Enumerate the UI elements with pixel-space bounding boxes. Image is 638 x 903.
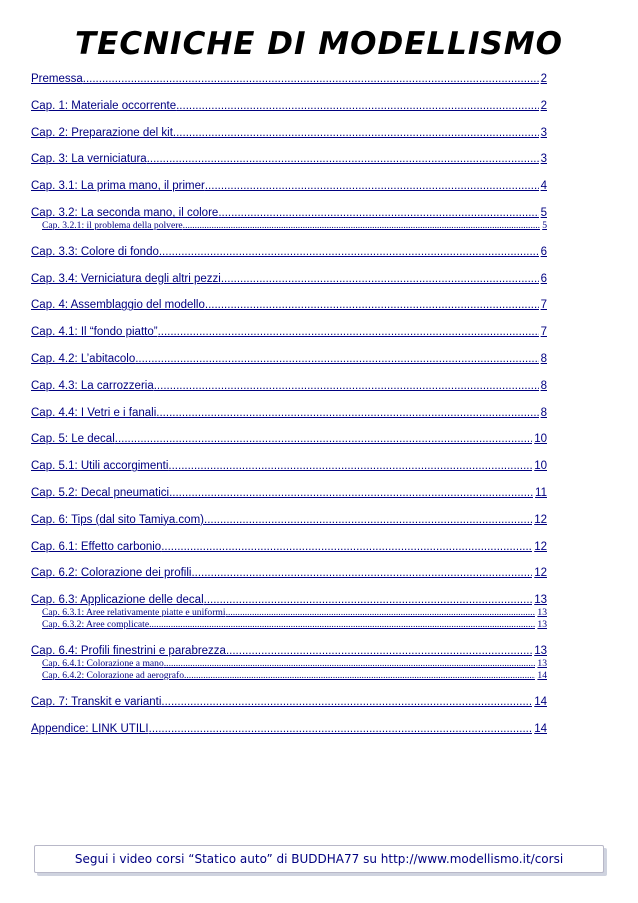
toc-entry[interactable] [31,406,547,420]
toc-entry[interactable] [31,644,547,658]
toc-page-number: 7 [540,326,547,339]
toc-entry-label: Cap. 3: La verniciatura [31,153,147,166]
toc-entry-label: Cap. 4.4: I Vetri e i fanali [31,406,157,419]
toc-entry-label: Cap. 6.3.2: Aree complicate [42,619,150,631]
toc-page-number: 13 [537,619,547,631]
toc-leader-dots [164,658,536,670]
toc-leader-dots [161,695,532,709]
toc-leader-dots [154,379,539,393]
toc-page-number: 12 [534,567,547,580]
toc-entry-label: Cap. 4: Assemblaggio del modello [31,299,205,312]
toc-entry[interactable] [31,72,547,86]
toc-page-number: 13 [534,594,547,607]
toc-leader-dots [183,220,541,232]
toc-entry-label: Cap. 6.1: Effetto carbonio [31,540,162,553]
toc-entry[interactable] [31,432,547,446]
toc-leader-dots [168,459,532,473]
toc-subentry[interactable] [31,658,547,670]
toc-entry-label: Cap. 5.2: Decal pneumatici [31,486,170,499]
toc-page-number: 10 [534,433,547,446]
toc-entry-label: Cap. 4.2: L’abitacolo [31,352,136,365]
toc-page-number: 4 [540,180,547,193]
toc-page-number: 3 [540,126,547,139]
toc-entry-label: Cap. 3.2: La seconda mano, il colore [31,206,219,219]
toc-page-number: 14 [534,722,547,735]
toc-entry-label: Cap. 6: Tips (dal sito Tamiya.com) [31,513,204,526]
toc-leader-dots [204,513,532,527]
toc-entry-label: Cap. 6.4: Profili finestrini e parabrezza [31,644,226,657]
toc-entry[interactable] [31,352,547,366]
toc-leader-dots [221,272,539,286]
toc-entry[interactable] [31,722,547,736]
toc-leader-dots [184,670,535,682]
toc-page-number: 2 [540,73,547,85]
toc-leader-dots [115,432,532,446]
toc-page-number: 5 [540,206,547,219]
toc-page-number: 12 [534,540,547,553]
toc-page-number: 6 [540,272,547,285]
toc-page-number: 2 [540,99,547,112]
toc-page-number: 10 [534,460,547,473]
toc-entry[interactable] [31,298,547,312]
toc-entry[interactable] [31,206,547,220]
toc-leader-dots [135,352,538,366]
toc-page-number: 7 [540,299,547,312]
toc-leader-dots [176,99,538,113]
toc-entry-label: Cap. 4.3: La carrozzeria [31,379,154,392]
document-title: TECNICHE DI MODELLISMO [75,26,563,62]
toc-page-number: 12 [534,513,547,526]
toc-leader-dots [156,406,538,420]
toc-entry-label: Cap. 1: Materiale occorrente [31,99,177,112]
toc-entry-label: Appendice: LINK UTILI [31,722,149,735]
toc-leader-dots [149,722,533,736]
toc-entry[interactable] [31,379,547,393]
toc-entry-label: Cap. 6.3.1: Aree relativamente piatte e uniformi [42,607,226,619]
toc-entry[interactable] [31,513,547,527]
toc-subentry[interactable] [31,670,547,682]
toc-page-number: 14 [537,669,547,681]
toc-entry[interactable] [31,152,547,166]
toc-entry-label: Cap. 7: Transkit e varianti [31,695,162,708]
toc-entry-label: Cap. 5: Le decal [31,433,115,446]
toc-entry-label: Cap. 3.4: Verniciatura degli altri pezzi [31,272,221,285]
toc-page-number: 3 [540,153,547,166]
toc-leader-dots [147,152,539,166]
toc-entry-label: Cap. 3.2.1: il problema della polvere [42,219,183,231]
toc-entry[interactable] [31,486,547,500]
toc-entry-label: Cap. 5.1: Utili accorgimenti [31,460,169,473]
toc-page-number: 11 [535,486,547,499]
toc-entry-label: Cap. 6.2: Colorazione dei profili [31,567,192,580]
toc-entry[interactable] [31,695,547,709]
toc-entry[interactable] [31,245,547,259]
toc-entry[interactable] [31,126,547,140]
toc-entry[interactable] [31,325,547,339]
toc-entry[interactable] [31,540,547,554]
toc-leader-dots [149,619,535,631]
toc-entry[interactable] [31,566,547,580]
toc-entry-label: Premessa [31,73,83,85]
toc-leader-dots [205,179,539,193]
toc-subentry[interactable] [31,220,547,232]
toc-entry-label: Cap. 3.3: Colore di fondo [31,245,159,258]
toc-entry-label: Cap. 6.4.2: Colorazione ad aerografo [42,669,184,681]
toc-entry-label: Cap. 6.4.1: Colorazione a mano [42,657,164,669]
toc-entry[interactable] [31,99,547,113]
toc-page-number: 14 [534,695,547,708]
toc-entry-label: Cap. 6.3: Applicazione delle decal [31,594,204,607]
toc-leader-dots [205,298,539,312]
toc-entry[interactable] [31,179,547,193]
toc-leader-dots [173,126,539,140]
toc-page-number: 5 [542,219,547,231]
toc-leader-dots [226,644,532,658]
footer-banner[interactable]: Segui i video corsi “Statico auto” di BUDDHA77 su http://www.modellismo.it/corsi [34,845,604,873]
toc-page-number: 8 [540,406,547,419]
toc-leader-dots [159,245,539,259]
toc-leader-dots [169,486,533,500]
toc-entry-label: Cap. 4.1: Il “fondo piatto” [31,326,158,339]
toc-page-number: 8 [540,379,547,392]
toc-leader-dots [204,593,533,607]
toc-entry-label: Cap. 3.1: La prima mano, il primer [31,180,205,193]
toc-entry-label: Cap. 2: Preparazione del kit [31,126,173,139]
toc-leader-dots [158,325,539,339]
toc-leader-dots [226,607,536,619]
toc-subentry[interactable] [31,607,547,619]
table-of-contents [31,72,547,748]
toc-page-number: 13 [537,657,547,669]
toc-subentry[interactable] [31,619,547,631]
toc-entry[interactable] [31,593,547,607]
toc-leader-dots [191,566,532,580]
toc-entry[interactable] [31,459,547,473]
toc-page-number: 13 [534,644,547,657]
toc-page-number: 6 [540,245,547,258]
toc-leader-dots [83,72,539,86]
toc-leader-dots [218,206,538,220]
toc-page-number: 13 [537,607,547,619]
toc-leader-dots [161,540,532,554]
toc-page-number: 8 [540,352,547,365]
toc-entry[interactable] [31,272,547,286]
